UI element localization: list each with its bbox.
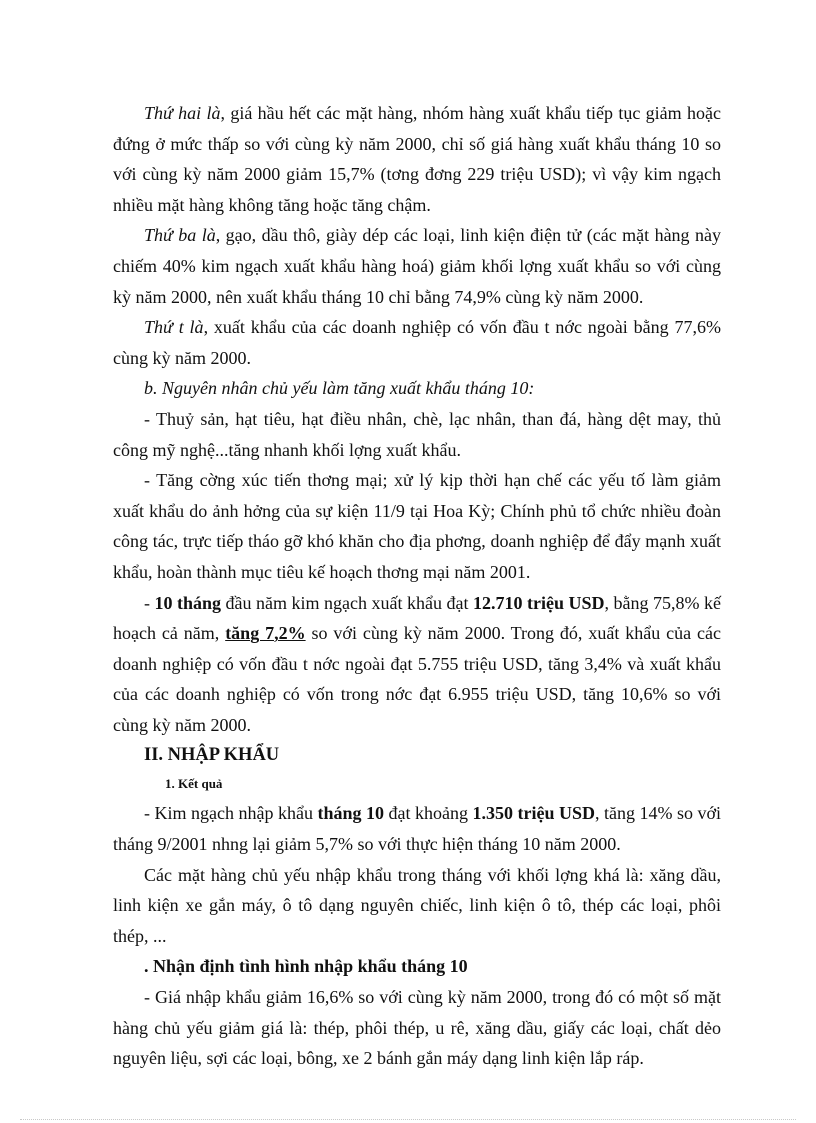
paragraph-text: , gạo, dầu thô, giày dép các loại, linh kiện điện tử (các mặt hàng này chiếm 40% kim ngạch xuất khẩu hàng hoá) giảm khối lợng xuất khẩu so với cùng kỳ năm 2000, nên xuất khẩu tháng 10 chỉ bằng 74,9% cùng kỳ năm 2000. <box>113 225 721 307</box>
paragraph-text: so với cùng kỳ năm 2000. Trong đó, xuất khẩu của các doanh nghiệp có vốn đầu t nớc ngoài đạt 5.755 triệu USD, tăng 3,4% và xuất khẩu của các doanh nghiệp có vốn trong nớc đạt 6.955 triệu USD, tăng 10,6% so với cùng kỳ năm 2000. <box>113 623 721 735</box>
bold-thang-10: tháng 10 <box>317 803 384 824</box>
page-bottom-divider <box>20 1119 796 1120</box>
subheading-ket-qua: 1. Kết quả <box>165 776 223 792</box>
paragraph-text: , giá hầu hết các mặt hàng, nhóm hàng xuất khẩu tiếp tục giảm hoặc đứng ở mức thấp so với cùng kỳ năm 2000, chỉ số giá hàng xuất khẩu tháng 10 so với cùng kỳ năm 2000 giảm 15,7% (tơng đơng 229 triệu USD); vì vậy kim ngạch nhiều mặt hàng không tăng hoặc tăng chậm. <box>113 103 721 215</box>
paragraph-mat-hang: Các mặt hàng chủ yếu nhập khẩu trong tháng với khối lợng khá là: xăng dầu, linh kiện xe gắn máy, ô tô dạng nguyên chiếc, linh kiện ô tô, thép các loại, phôi thép, ... <box>113 864 721 946</box>
paragraph-text: , bằng 75,8% kế hoạch cả năm, <box>113 592 722 644</box>
underlined-growth: tăng 7,2% <box>225 623 306 644</box>
section-heading-nhap-khau: II. NHẬP KHẨU <box>144 745 280 766</box>
bold-import-value: 1.350 triệu USD <box>472 803 595 824</box>
bold-export-value: 12.710 triệu USD <box>473 592 605 613</box>
paragraph-lead: Thứ ba là <box>144 225 216 246</box>
paragraph-text: đầu năm kim ngạch xuất khẩu đạt <box>221 592 473 613</box>
section-b-title <box>113 373 721 404</box>
paragraph-text: - Kim ngạch nhập khẩu <box>144 803 318 824</box>
bold-10-thang: 10 tháng <box>154 592 222 613</box>
paragraph-tang-cuong: - Tăng cờng xúc tiến thơng mại; xử lý kịp thời hạn chế các yếu tố làm giảm xuất khẩu do ảnh hởng của sự kiện 11/9 tại Hoa Kỳ; Chính phủ tổ chức nhiều đoàn công tác, trực tiếp tháo gỡ khó khăn cho địa phơng, doanh nghiệp để đẩy mạnh xuất khẩu, hoàn thành mục tiêu kế hoạch thơng mại năm 2001. <box>113 470 721 582</box>
subsection-nhan-dinh: . Nhận định tình hình nhập khẩu tháng 10 <box>144 956 468 977</box>
paragraph-text: , tăng 14% so với tháng 9/2001 nhng lại giảm 5,7% so với thực hiện tháng 10 năm 2000. <box>113 803 722 855</box>
paragraph-text: đạt khoảng <box>384 803 473 824</box>
paragraph-thu-ba <box>113 220 721 312</box>
paragraph-kim-ngach-nhap-khau <box>113 798 721 859</box>
paragraph-text: , xuất khẩu của các doanh nghiệp có vốn đầu t nớc ngoài bằng 77,6% cùng kỳ năm 2000. <box>113 317 721 368</box>
dash: - <box>144 592 155 613</box>
paragraph-gia-nhap-khau: - Giá nhập khẩu giảm 16,6% so với cùng kỳ năm 2000, trong đó có một số mặt hàng chủ yếu giảm giá là: thép, phôi thép, u rê, xăng dầu, giấy các loại, chất dẻo nguyên liệu, sợi các loại, bông, xe 2 bánh gắn máy dạng linh kiện lắp ráp. <box>113 987 721 1069</box>
paragraph-lead: Thứ hai là <box>144 103 221 123</box>
paragraph-10-thang <box>113 588 721 741</box>
paragraph-thu-tu <box>113 312 721 373</box>
paragraph-lead: Thứ t là <box>144 317 204 338</box>
section-b-text: b. Nguyên nhân chủ yếu làm tăng xuất khẩu tháng 10: <box>144 378 535 399</box>
paragraph-thu-hai <box>113 98 721 220</box>
paragraph-thuy-san: - Thuỷ sản, hạt tiêu, hạt điều nhân, chè, lạc nhân, than đá, hàng dệt may, thủ công mỹ nghệ...tăng nhanh khối lợng xuất khẩu. <box>113 408 721 460</box>
document-body <box>113 98 721 1074</box>
